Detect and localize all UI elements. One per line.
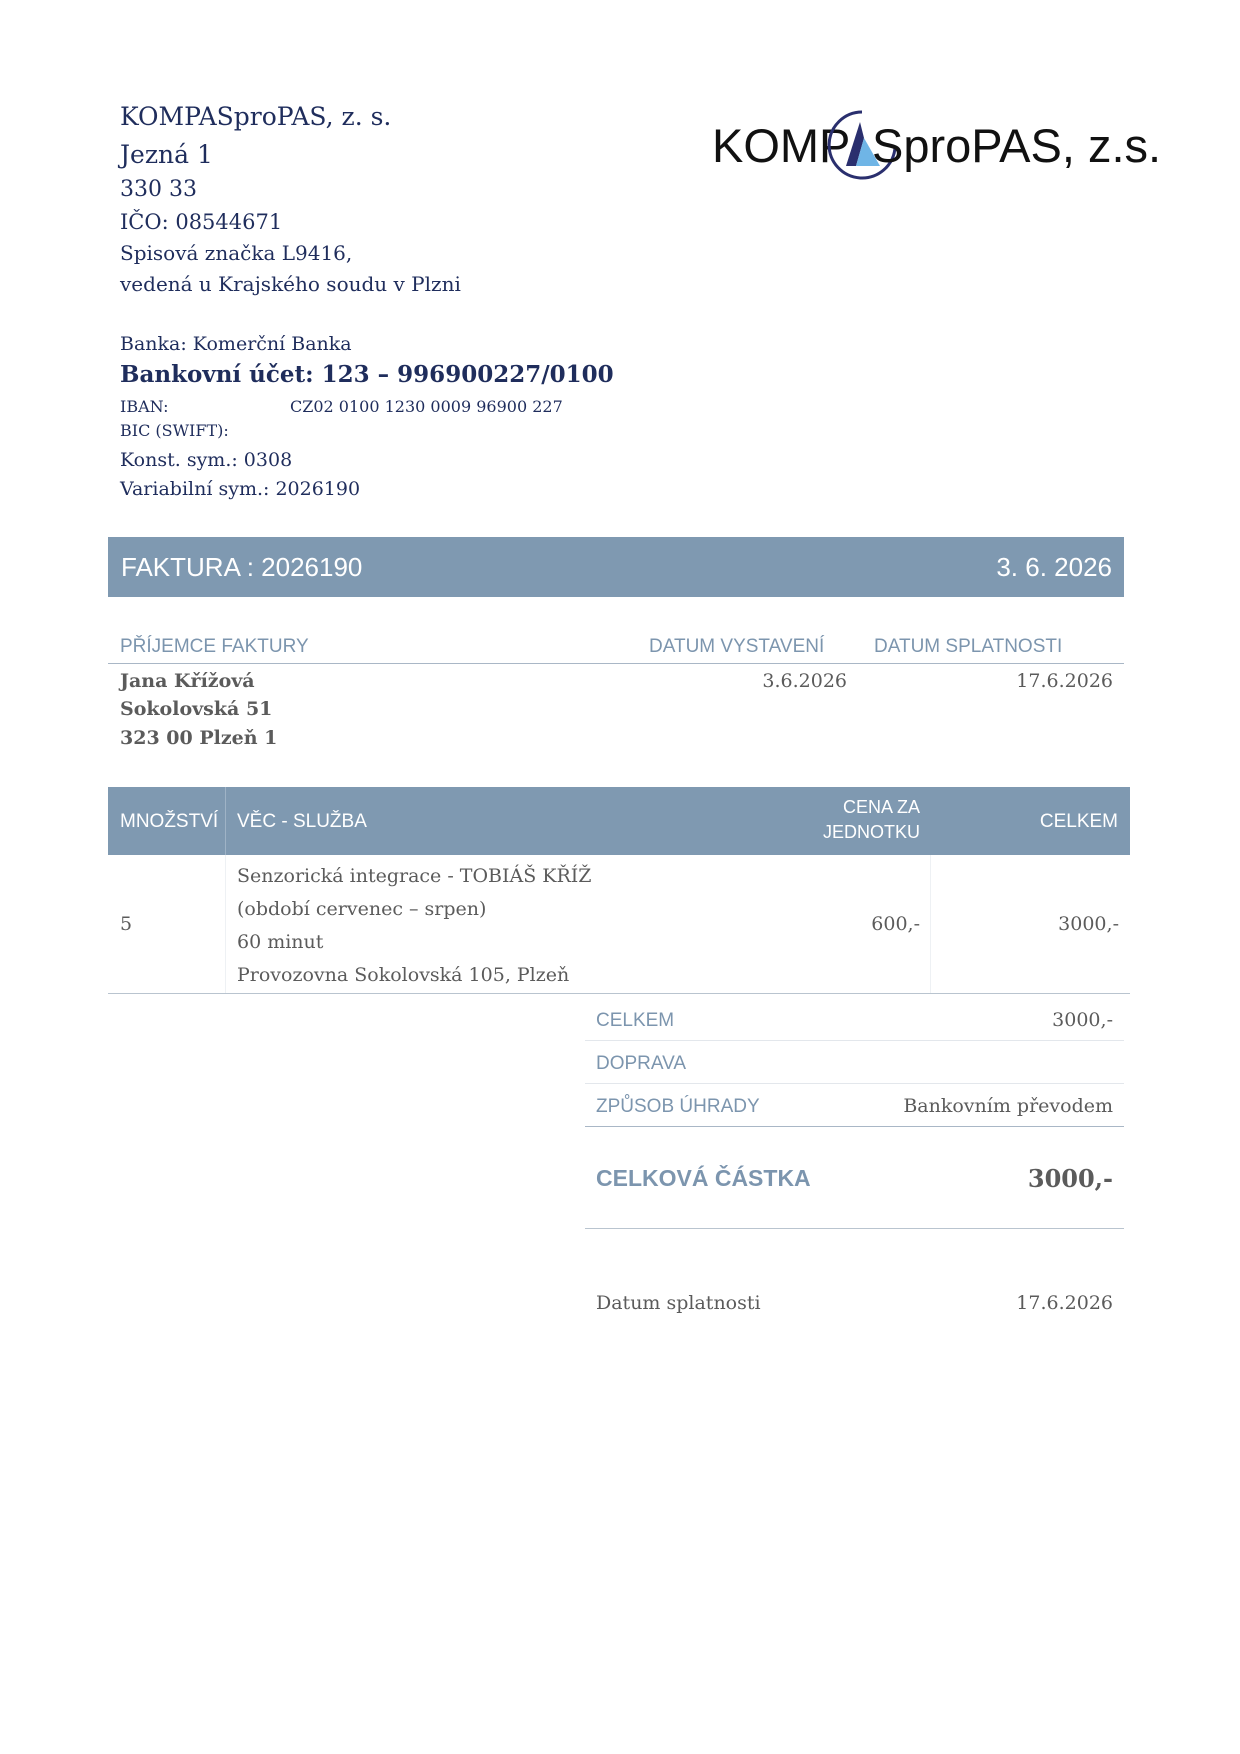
due-date-label: DATUM SPLATNOSTI (874, 636, 1063, 657)
iban-value: CZ02 0100 1230 0009 96900 227 (290, 397, 563, 416)
recipient-divider (108, 663, 1124, 664)
items-table-bottom-divider (108, 993, 1130, 994)
subtotal-value: 3000,- (1052, 1009, 1113, 1031)
logo-text-left: KOMP (712, 119, 851, 172)
variable-symbol: Variabilní sym.: 2026190 (120, 478, 361, 500)
row-item-line-4: Provozovna Sokolovská 105, Plzeň (237, 964, 570, 986)
row-item-line-1: Senzorická integrace - TOBIÁŠ KŘÍŽ (237, 865, 592, 887)
summary-divider-4 (585, 1228, 1124, 1229)
bic-label: BIC (SWIFT): (120, 421, 229, 440)
iban-label: IBAN: (120, 397, 169, 416)
payment-method-value: Bankovním převodem (903, 1095, 1113, 1117)
grand-total-label: CELKOVÁ ČÁSTKA (596, 1165, 811, 1191)
recipient-label: PŘÍJEMCE FAKTURY (120, 636, 309, 657)
issuer-registry-line-1: Spisová značka L9416, (120, 241, 353, 265)
recipient-street: Sokolovská 51 (120, 698, 273, 720)
row-total: 3000,- (1058, 913, 1119, 935)
due-footer-value: 17.6.2026 (1016, 1292, 1113, 1314)
summary-divider-1 (585, 1040, 1124, 1041)
issuer-ico: IČO: 08544671 (120, 210, 283, 234)
items-table-header (108, 787, 1130, 855)
payment-method-label: ZPŮSOB ÚHRADY (596, 1096, 760, 1117)
summary-divider-2 (585, 1083, 1124, 1084)
grand-total-value: 3000,- (1027, 1164, 1113, 1193)
column-header-unit-price-2: JEDNOTKU (822, 822, 920, 842)
bank-name: Banka: Komerční Banka (120, 333, 352, 355)
subtotal-label: CELKEM (596, 1010, 675, 1031)
row-item-line-3: 60 minut (237, 931, 324, 953)
issuer-street: Jezná 1 (120, 140, 213, 169)
recipient-city: 323 00 Plzeň 1 (120, 727, 278, 749)
issuer-registry-line-2: vedená u Krajského soudu v Plzni (120, 272, 461, 296)
column-header-unit-price-1: CENA ZA (842, 797, 920, 817)
bank-account: Bankovní účet: 123 – 996900227/0100 (120, 361, 614, 388)
recipient-name: Jana Křížová (120, 670, 255, 692)
shipping-label: DOPRAVA (596, 1053, 687, 1074)
issued-date-label: DATUM VYSTAVENÍ (649, 636, 825, 657)
due-footer-label: Datum splatnosti (596, 1292, 761, 1314)
constant-symbol: Konst. sym.: 0308 (120, 449, 293, 471)
due-date-value: 17.6.2026 (1016, 670, 1113, 692)
issued-date-value: 3.6.2026 (762, 670, 847, 692)
invoice-header-band (108, 537, 1124, 597)
issuer-name: KOMPASproPAS, z. s. (120, 102, 392, 131)
column-header-total: CELKEM (1039, 811, 1118, 832)
invoice-date: 3. 6. 2026 (996, 552, 1112, 582)
column-header-item: VĚC - SLUŽBA (237, 811, 367, 832)
row-column-divider (225, 855, 226, 993)
invoice-title: FAKTURA : 2026190 (121, 552, 363, 582)
company-logo (712, 108, 1162, 178)
header-column-divider (225, 787, 226, 855)
row-column-divider-2 (930, 855, 931, 993)
row-item-line-2: (období cervenec – srpen) (237, 898, 487, 920)
column-header-qty: MNOŽSTVÍ (120, 811, 219, 832)
summary-divider-3 (585, 1126, 1124, 1127)
row-unit-price: 600,- (871, 913, 920, 935)
issuer-zip: 330 33 (120, 177, 197, 202)
row-qty: 5 (120, 913, 133, 935)
logo-text-right: SproPAS, z.s. (872, 119, 1162, 172)
